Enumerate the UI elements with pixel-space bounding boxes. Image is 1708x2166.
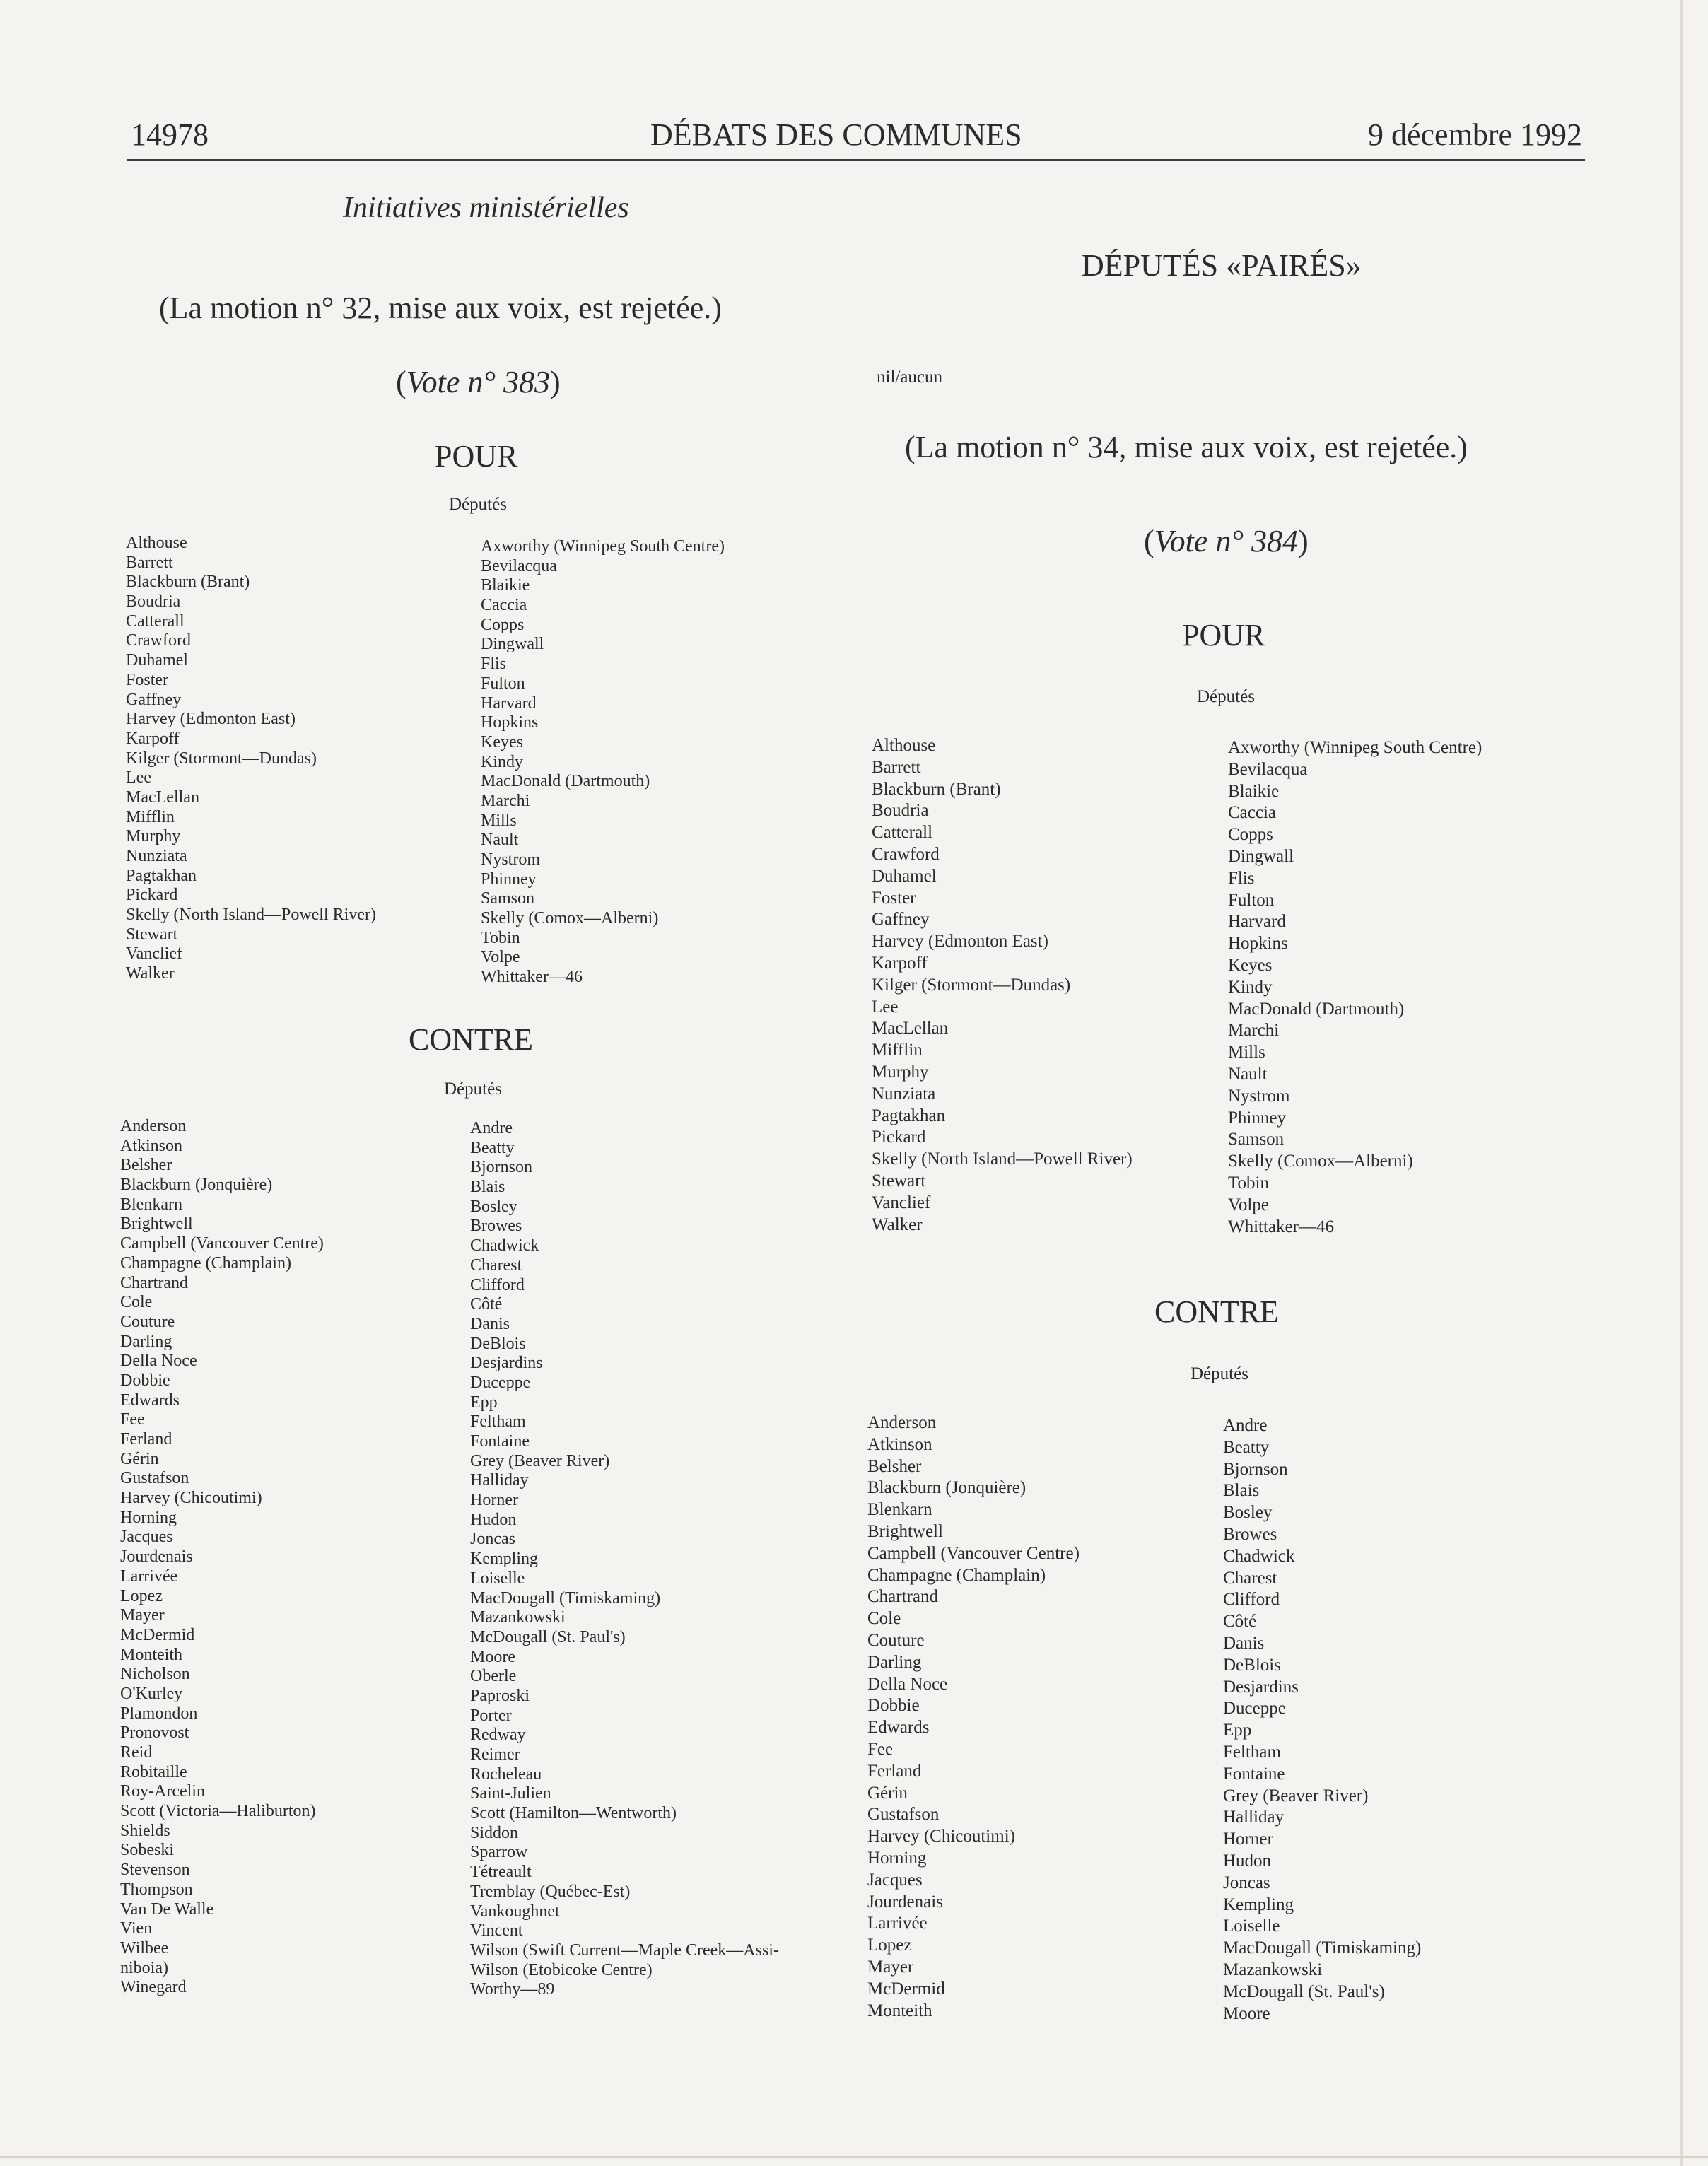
pour-list-384-col1 <box>872 735 1133 1236</box>
member-name: Catterall <box>872 823 933 843</box>
member-name: Kindy <box>481 752 523 771</box>
member-name: Saint-Julien <box>470 1784 551 1803</box>
member-name: Horning <box>867 1848 927 1868</box>
member-name: Jacques <box>120 1528 173 1547</box>
member-name: O'Kurley <box>120 1684 183 1703</box>
member-name: Reid <box>120 1743 153 1762</box>
member-name: Hopkins <box>481 713 539 732</box>
member-name: Blenkarn <box>867 1500 932 1520</box>
member-name: Dobbie <box>867 1696 920 1716</box>
member-name: McDougall (St. Paul's) <box>1223 1981 1385 2001</box>
member-name: Robitaille <box>120 1762 187 1781</box>
member-name: Horner <box>470 1491 518 1510</box>
member-name: Hudon <box>470 1510 517 1529</box>
member-name: Champagne (Champlain) <box>120 1253 291 1272</box>
member-name: Karpoff <box>872 953 928 973</box>
member-name: Samson <box>1228 1130 1285 1149</box>
member-name: Shields <box>120 1821 170 1840</box>
member-name: Blackburn (Brant) <box>126 573 250 592</box>
member-name: Desjardins <box>1223 1677 1299 1697</box>
member-name: Bevilacqua <box>481 556 557 575</box>
member-name: Phinney <box>481 870 537 889</box>
member-name: Gaffney <box>126 690 182 709</box>
member-name: Flis <box>481 655 507 674</box>
member-name: Gérin <box>120 1449 159 1468</box>
section-heading: Initiatives ministérielles <box>343 192 629 224</box>
member-name: Champagne (Champlain) <box>867 1565 1046 1585</box>
member-name: Stewart <box>872 1171 926 1190</box>
member-name: Mills <box>481 811 517 830</box>
member-name: Van De Walle <box>120 1899 214 1919</box>
member-name: Skelly (Comox—Alberni) <box>1228 1152 1413 1171</box>
member-name: Darling <box>867 1652 922 1672</box>
member-name: Sobeski <box>120 1841 175 1860</box>
member-name: Horning <box>120 1508 177 1527</box>
member-name: Halliday <box>1223 1808 1285 1827</box>
member-name: Mazankowski <box>470 1608 566 1627</box>
member-name: Sparrow <box>470 1843 528 1862</box>
member-name: Ferland <box>867 1761 922 1781</box>
vote-384-label: (Vote n° 384) <box>1144 524 1309 558</box>
member-name: Tétreault <box>470 1863 532 1882</box>
member-name: Scott (Victoria—Haliburton) <box>120 1802 316 1821</box>
member-name: Fee <box>120 1410 145 1429</box>
contre-list-383-col2 <box>470 1119 779 2000</box>
member-name: MacLellan <box>126 788 199 807</box>
member-name: Roy-Arcelin <box>120 1782 205 1801</box>
member-name: Pickard <box>126 886 178 905</box>
member-name: Keyes <box>481 732 523 751</box>
pour-sub-383: Députés <box>449 495 507 514</box>
member-name: Murphy <box>872 1062 929 1082</box>
member-name: Axworthy (Winnipeg South Centre) <box>1228 738 1482 757</box>
contre-heading-383: CONTRE <box>409 1022 533 1057</box>
member-name: Harvard <box>1228 912 1286 932</box>
member-name: Stevenson <box>120 1861 190 1880</box>
member-name: Skelly (North Island—Powell River) <box>126 906 376 925</box>
member-name: McDermid <box>867 1979 945 1998</box>
member-name: Monteith <box>867 2001 932 2020</box>
member-name: Blackburn (Jonquière) <box>120 1176 273 1195</box>
member-name: Grey (Beaver River) <box>1223 1786 1369 1805</box>
member-name: Côté <box>470 1295 503 1314</box>
member-name: Kilger (Stormont—Dundas) <box>872 975 1071 995</box>
member-name: Monteith <box>120 1645 182 1664</box>
member-name: Edwards <box>867 1718 930 1738</box>
member-name: Desjardins <box>470 1354 543 1373</box>
member-name: Darling <box>120 1332 172 1351</box>
member-name: Jourdenais <box>120 1547 193 1567</box>
member-name: Charest <box>470 1255 522 1275</box>
member-name: Fontaine <box>470 1432 530 1451</box>
member-name: Gustafson <box>120 1469 189 1488</box>
member-name: Joncas <box>470 1530 515 1549</box>
page-date: 9 décembre 1992 <box>1368 117 1582 152</box>
member-name: Duceppe <box>1223 1699 1286 1719</box>
member-name: Danis <box>1223 1633 1265 1653</box>
member-name: Caccia <box>481 596 527 615</box>
member-name: Axworthy (Winnipeg South Centre) <box>481 537 725 556</box>
member-name: Caccia <box>1228 803 1277 823</box>
contre-sub-384: Députés <box>1191 1364 1248 1383</box>
member-name: Kilger (Stormont—Dundas) <box>126 749 317 768</box>
member-name: Bosley <box>1223 1503 1273 1523</box>
member-name: Karpoff <box>126 729 180 748</box>
member-name: Loiselle <box>470 1569 525 1588</box>
member-name: Vankoughnet <box>470 1902 560 1921</box>
member-name: Bevilacqua <box>1228 759 1308 779</box>
member-name: Harvey (Chicoutimi) <box>120 1489 262 1508</box>
member-name: Foster <box>872 888 916 908</box>
member-name: Kempling <box>1223 1895 1294 1914</box>
member-name: Chadwick <box>1223 1546 1295 1566</box>
member-name: Duceppe <box>470 1373 531 1392</box>
member-name: Chartrand <box>867 1587 938 1607</box>
member-name: Marchi <box>1228 1021 1280 1041</box>
member-name: Nunziata <box>126 847 187 865</box>
member-name: Althouse <box>872 736 936 755</box>
member-name: Porter <box>470 1706 512 1725</box>
member-name: Lopez <box>867 1936 912 1955</box>
member-name: Harvey (Edmonton East) <box>126 710 296 729</box>
pour-list-383-col1 <box>126 534 376 984</box>
member-name: Althouse <box>126 534 187 552</box>
member-name: Tremblay (Québec-Est) <box>470 1882 631 1901</box>
member-name: Mills <box>1228 1043 1265 1062</box>
member-name: Flis <box>1228 868 1255 888</box>
member-name: Beatty <box>1223 1437 1270 1457</box>
member-name: Joncas <box>1223 1873 1270 1892</box>
member-name: Walker <box>872 1214 923 1234</box>
member-name: Crawford <box>872 844 940 864</box>
member-name: Clifford <box>1223 1590 1280 1610</box>
member-name: Fee <box>867 1739 894 1759</box>
member-name: Pagtakhan <box>872 1106 946 1125</box>
vote-number: 383 <box>503 365 551 399</box>
member-name: McDougall (St. Paul's) <box>470 1627 626 1646</box>
member-name: Phinney <box>1228 1108 1286 1128</box>
member-name: Tobin <box>1228 1173 1269 1193</box>
member-name: Bosley <box>470 1197 517 1216</box>
member-name: Barrett <box>126 553 173 572</box>
member-name: Edwards <box>120 1391 180 1410</box>
member-name: Nunziata <box>872 1084 936 1104</box>
member-name: Keyes <box>1228 955 1273 975</box>
member-name: Harvey (Chicoutimi) <box>867 1827 1015 1846</box>
member-name: Murphy <box>126 827 181 846</box>
member-name: Andre <box>1223 1416 1268 1435</box>
member-name: Mifflin <box>872 1041 923 1060</box>
member-name: Mayer <box>867 1957 914 1977</box>
member-name: Kempling <box>470 1550 538 1569</box>
member-name: Whittaker—46 <box>481 968 583 987</box>
member-name: Mayer <box>120 1606 165 1625</box>
member-name: Blackburn (Jonquière) <box>867 1478 1026 1498</box>
contre-heading-384: CONTRE <box>1154 1294 1279 1329</box>
member-name: Rocheleau <box>470 1764 542 1784</box>
member-name: Blaikie <box>1228 781 1280 801</box>
member-name: Moore <box>1223 2003 1270 2023</box>
member-name: Pronovost <box>120 1723 189 1743</box>
paired-value: nil/aucun <box>877 368 943 387</box>
member-name: Paproski <box>470 1686 530 1705</box>
member-name: Browes <box>1223 1524 1277 1544</box>
member-name: Charest <box>1223 1568 1277 1588</box>
member-name: Vanclief <box>872 1193 931 1212</box>
member-name: Pagtakhan <box>126 866 197 885</box>
contre-list-384-col2 <box>1223 1415 1421 2025</box>
member-name: Harvard <box>481 693 537 713</box>
member-name: Jacques <box>867 1870 923 1890</box>
member-name: Gustafson <box>867 1805 940 1825</box>
member-name: Blais <box>1223 1481 1260 1501</box>
member-name: Larrivée <box>867 1914 928 1933</box>
member-name: Skelly (North Island—Powell River) <box>872 1149 1133 1169</box>
member-name: MacDonald (Dartmouth) <box>1228 999 1405 1019</box>
vote-word: Vote n° <box>406 365 496 399</box>
page-number: 14978 <box>131 117 209 152</box>
motion-32-result: (La motion n° 32, mise aux voix, est rejetée.) <box>159 291 722 325</box>
member-name: Blackburn (Brant) <box>872 779 1001 799</box>
member-name: Andre <box>470 1119 513 1137</box>
member-name: Vincent <box>470 1921 523 1940</box>
member-name: Whittaker—46 <box>1228 1217 1334 1236</box>
member-name: Gérin <box>867 1783 908 1803</box>
member-name: Dingwall <box>1228 846 1294 866</box>
member-name: Vanclief <box>126 944 182 964</box>
member-name: MacDonald (Dartmouth) <box>481 772 650 791</box>
member-name: Dingwall <box>481 635 544 654</box>
member-name: MacDougall (Timiskaming) <box>1223 1938 1422 1958</box>
member-name: Samson <box>481 889 535 908</box>
member-name: Halliday <box>470 1471 529 1490</box>
member-name: Volpe <box>481 948 520 967</box>
member-name: MacDougall (Timiskaming) <box>470 1588 661 1608</box>
member-name: Jourdenais <box>867 1892 943 1912</box>
member-name: DeBlois <box>1223 1655 1281 1675</box>
member-name: Duhamel <box>872 866 937 886</box>
member-name: Fulton <box>1228 890 1275 910</box>
member-name: Nicholson <box>120 1665 190 1684</box>
member-name: Lee <box>872 997 899 1017</box>
member-name: Loiselle <box>1223 1916 1280 1936</box>
member-name: Chartrand <box>120 1273 188 1292</box>
member-name: Hopkins <box>1228 934 1288 954</box>
member-name: Walker <box>126 964 175 983</box>
member-name: Barrett <box>872 757 921 777</box>
contre-list-383-col1 <box>120 1117 324 1998</box>
member-name: Boudria <box>872 801 929 821</box>
member-name: Bjornson <box>470 1158 533 1177</box>
member-name: Hudon <box>1223 1851 1272 1871</box>
member-name: Blenkarn <box>120 1195 182 1214</box>
member-name: Cole <box>120 1293 153 1312</box>
member-name: Siddon <box>470 1823 519 1842</box>
member-name: Cole <box>867 1609 901 1629</box>
member-name: Foster <box>126 670 168 689</box>
member-name: Vien <box>120 1919 153 1938</box>
page-edge <box>1680 0 1683 2166</box>
member-name: Brightwell <box>120 1214 193 1234</box>
member-name: Anderson <box>120 1117 187 1135</box>
member-name: Larrivée <box>120 1567 178 1586</box>
member-name: Wilson (Etobicoke Centre) <box>470 1960 653 1979</box>
member-name: Brightwell <box>867 1521 943 1541</box>
member-name: Pickard <box>872 1128 926 1147</box>
member-name: niboia) <box>120 1958 168 1977</box>
member-name: Epp <box>470 1393 498 1412</box>
member-name: Harvey (Edmonton East) <box>872 932 1048 952</box>
member-name: Feltham <box>470 1412 526 1432</box>
pour-heading-383: POUR <box>435 439 518 474</box>
member-name: Clifford <box>470 1275 525 1294</box>
member-name: Tobin <box>481 928 520 947</box>
member-name: Lopez <box>120 1586 163 1605</box>
member-name: Blais <box>470 1178 505 1197</box>
motion-34-result: (La motion n° 34, mise aux voix, est rejetée.) <box>905 430 1468 464</box>
pour-list-383-col2 <box>481 537 725 988</box>
member-name: Couture <box>120 1312 175 1331</box>
member-name: Nault <box>1228 1064 1268 1084</box>
member-name: Fontaine <box>1223 1764 1285 1784</box>
member-name: Atkinson <box>867 1434 932 1454</box>
member-name: Copps <box>481 615 525 634</box>
member-name: Grey (Beaver River) <box>470 1451 610 1470</box>
member-name: Kindy <box>1228 977 1273 997</box>
scan-bottom-edge <box>0 2156 1708 2158</box>
member-name: Wilson (Swift Current—Maple Creek—Assi- <box>470 1940 779 1960</box>
pour-heading-384: POUR <box>1182 618 1265 652</box>
member-name: Stewart <box>126 925 178 944</box>
member-name: Feltham <box>1223 1742 1281 1762</box>
vote-383-label: (Vote n° 383) <box>396 365 561 399</box>
vote-number: 384 <box>1251 524 1299 558</box>
member-name: Danis <box>470 1314 510 1333</box>
paired-heading: DÉPUTÉS «PAIRÉS» <box>1082 248 1362 283</box>
member-name: Nault <box>481 831 519 850</box>
member-name: Nystrom <box>1228 1086 1290 1106</box>
member-name: McDermid <box>120 1625 195 1644</box>
member-name: Mifflin <box>126 807 175 826</box>
member-name: Reimer <box>470 1745 520 1764</box>
vote-word: Vote n° <box>1154 524 1244 558</box>
member-name: Browes <box>470 1217 522 1236</box>
member-name: Catterall <box>126 611 185 631</box>
member-name: Epp <box>1223 1721 1252 1740</box>
member-name: Belsher <box>867 1456 922 1476</box>
member-name: Marchi <box>481 791 530 810</box>
member-name: Duhamel <box>126 651 188 670</box>
member-name: Oberle <box>470 1667 517 1686</box>
member-name: Dobbie <box>120 1371 170 1390</box>
contre-list-384-col1 <box>867 1412 1080 2022</box>
member-name: Redway <box>470 1726 526 1745</box>
member-name: Fulton <box>481 674 525 693</box>
member-name: Horner <box>1223 1830 1273 1849</box>
member-name: Belsher <box>120 1156 172 1175</box>
member-name: Ferland <box>120 1430 172 1448</box>
member-name: Moore <box>470 1647 515 1666</box>
member-name: Chadwick <box>470 1236 539 1255</box>
member-name: Copps <box>1228 825 1273 845</box>
member-name: Boudria <box>126 592 181 611</box>
member-name: Worthy—89 <box>470 1980 555 1999</box>
member-name: Plamondon <box>120 1704 198 1723</box>
member-name: Winegard <box>120 1978 187 1997</box>
member-name: Campbell (Vancouver Centre) <box>867 1543 1080 1563</box>
member-name: Bjornson <box>1223 1459 1288 1479</box>
member-name: Anderson <box>867 1413 937 1432</box>
member-name: Scott (Hamilton—Wentworth) <box>470 1804 677 1823</box>
page-title: DÉBATS DES COMMUNES <box>650 117 1022 152</box>
member-name: Crawford <box>126 631 191 650</box>
member-name: DeBlois <box>470 1334 526 1353</box>
member-name: Mazankowski <box>1223 1960 1323 1979</box>
member-name: Atkinson <box>120 1136 183 1155</box>
member-name: Couture <box>867 1630 925 1650</box>
pour-sub-384: Députés <box>1197 687 1255 706</box>
member-name: Beatty <box>470 1138 515 1157</box>
member-name: Nystrom <box>481 850 540 869</box>
header-rule <box>127 159 1585 161</box>
member-name: MacLellan <box>872 1019 949 1038</box>
member-name: Gaffney <box>872 910 930 930</box>
member-name: Côté <box>1223 1612 1257 1632</box>
member-name: Campbell (Vancouver Centre) <box>120 1234 324 1253</box>
member-name: Volpe <box>1228 1195 1269 1214</box>
pour-list-384-col2 <box>1228 737 1482 1238</box>
member-name: Della Noce <box>120 1352 197 1371</box>
member-name: Skelly (Comox—Alberni) <box>481 909 659 928</box>
member-name: Thompson <box>120 1880 193 1899</box>
member-name: Lee <box>126 768 151 788</box>
member-name: Blaikie <box>481 576 530 595</box>
member-name: Della Noce <box>867 1674 948 1694</box>
contre-sub-383: Députés <box>444 1079 502 1099</box>
member-name: Wilbee <box>120 1938 169 1957</box>
